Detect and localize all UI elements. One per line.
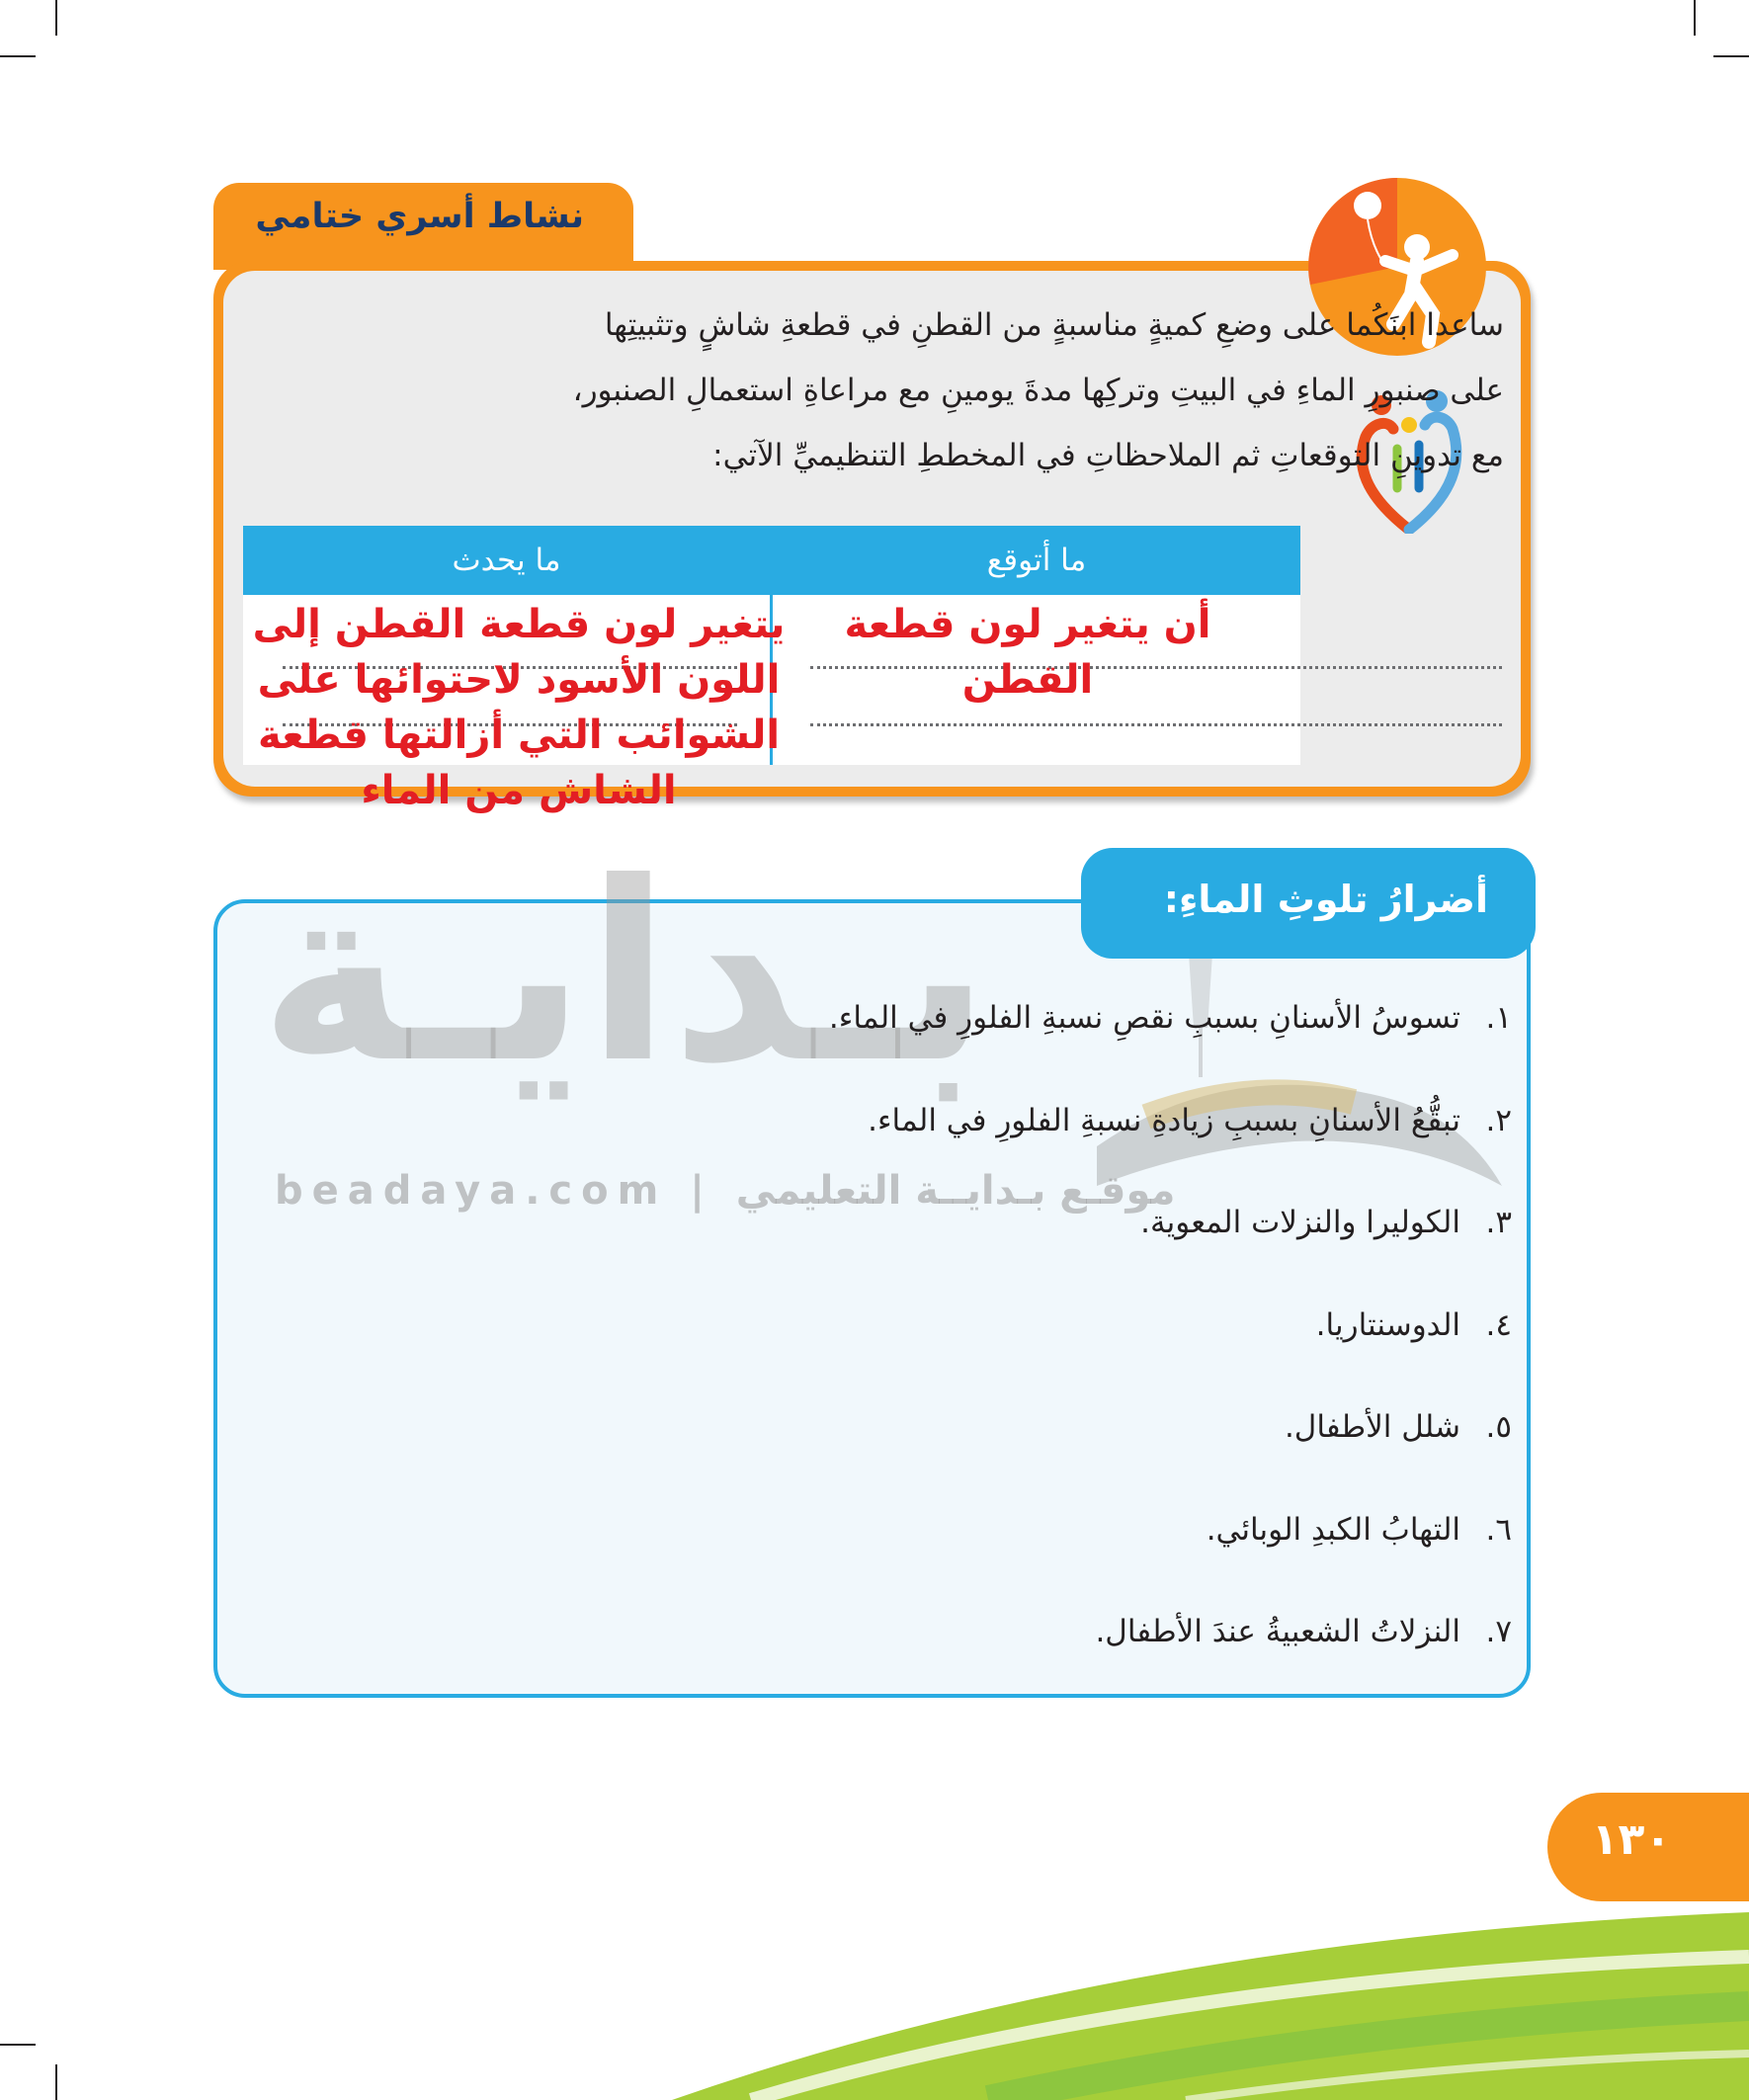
list-item-number: ٥. — [1485, 1409, 1512, 1445]
list-item-number: ٢. — [1485, 1102, 1512, 1138]
list-item — [425, 1397, 1512, 1500]
answer-happens-line: اللون الأسود لاحتوائها على — [257, 657, 781, 703]
list-item — [425, 988, 1512, 1091]
activity-line: مع تدوينِ التوقعاتِ ثم الملاحظاتِ في المخططِ التنظيميِّ الآتي: — [712, 438, 1504, 473]
list-item-text: النزلاتُ الشعبيةُ عندَ الأطفال. — [1095, 1614, 1460, 1649]
list-item-number: ٣. — [1485, 1205, 1512, 1240]
activity-instructions — [516, 293, 1504, 488]
activity-title-tab — [213, 183, 633, 270]
page-number: ١٣٠ — [1591, 1814, 1672, 1865]
list-item — [425, 1296, 1512, 1398]
answer-happens-line: الشوائب التي أزالتها قطعة — [257, 713, 781, 758]
page-number-tab — [1547, 1793, 1749, 1901]
answer-happens — [247, 597, 791, 818]
table-header-expect: ما أتوقع — [773, 526, 1300, 595]
answer-happens-line: الشاش من الماء — [361, 768, 677, 813]
list-item-number: ٧. — [1485, 1614, 1512, 1649]
list-item — [425, 1091, 1512, 1194]
activity-line: ساعدا ابنَكُما على وضعِ كميةٍ مناسبةٍ من القطنِ في قطعةِ شاشٍ وتثبيتِها — [604, 307, 1504, 343]
harms-list — [425, 988, 1512, 1705]
list-item — [425, 1500, 1512, 1603]
list-item-text: تسوسُ الأسنانِ بسببِ نقصِ نسبةِ الفلورِ في الماء. — [828, 1000, 1460, 1036]
watermark-text: بـدايـة — [259, 829, 991, 1117]
answer-line — [810, 723, 1502, 726]
list-item-number: ١. — [1485, 1000, 1512, 1036]
activity-title: نشاط أسري ختامي — [255, 197, 584, 236]
footer-swoosh — [0, 1878, 1749, 2100]
list-item — [425, 1602, 1512, 1705]
list-item-text: تبقُّعُ الأسنانِ بسببِ زيادةِ نسبةِ الفلورِ في الماء. — [868, 1102, 1460, 1138]
list-item-number: ٤. — [1485, 1306, 1512, 1343]
list-item-text: التهابُ الكبدِ الوبائي. — [1206, 1511, 1460, 1548]
harms-title: أضرارُ تلوثِ الماءِ: — [1163, 878, 1488, 921]
list-item-text: شلل الأطفال. — [1284, 1409, 1460, 1445]
answer-happens-line: يتغير لون قطعة القطن إلى — [252, 602, 786, 647]
list-item — [425, 1193, 1512, 1296]
list-item-text: الكوليرا والنزلات المعوية. — [1140, 1205, 1460, 1240]
answer-expect: أن يتغير لون قطعة القطن — [844, 602, 1211, 703]
watermark-url: beadaya.com | موقـع بـدايــة التعليمي — [275, 1168, 1176, 1214]
list-item-number: ٦. — [1485, 1511, 1512, 1548]
list-item-text: الدوسنتاريا. — [1315, 1306, 1460, 1343]
harms-title-tab — [1081, 848, 1536, 959]
activity-line: على صنبورِ الماءِ في البيتِ وتركِها مدةَ يومينِ مع مراعاةِ استعمالِ الصنبور، — [572, 373, 1504, 408]
crop-mark — [1713, 55, 1749, 57]
crop-mark — [55, 0, 57, 36]
crop-mark — [1694, 0, 1696, 36]
crop-mark — [0, 55, 36, 57]
table-header-happens: ما يحدث — [243, 526, 770, 595]
